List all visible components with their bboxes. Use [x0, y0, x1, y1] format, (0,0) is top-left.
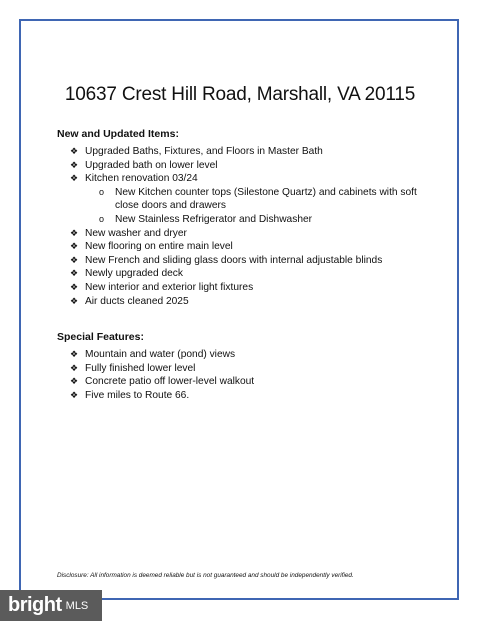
sub-list-item: o New Stainless Refrigerator and Dishwasher — [99, 213, 313, 225]
circle-bullet-icon: o — [99, 213, 105, 224]
list-item: ❖ Concrete patio off lower-level walkout — [70, 376, 255, 388]
section-heading-special-features: Special Features: — [57, 331, 144, 343]
circle-bullet-icon: o — [99, 186, 105, 197]
list-item: ❖ Air ducts cleaned 2025 — [70, 295, 189, 307]
new-updated-list — [70, 145, 430, 308]
kitchen-sub-list — [85, 186, 430, 227]
diamond-bullet-icon: ❖ — [70, 362, 79, 373]
disclaimer-text: Disclosure: All information is deemed reliable but is not guaranteed and should be independently verified. — [57, 572, 354, 579]
diamond-bullet-icon: ❖ — [70, 146, 79, 156]
list-item: ❖ Upgraded bath on lower level — [70, 159, 218, 171]
list-item: ❖ Fully finished lower level — [70, 362, 196, 374]
diamond-bullet-icon: ❖ — [70, 159, 79, 170]
document-title: 10637 Crest Hill Road, Marshall, VA 20115 — [64, 84, 416, 105]
diamond-bullet-icon: ❖ — [70, 349, 79, 359]
logo-wordmark: bright — [8, 594, 62, 616]
list-item: ❖ Upgraded Baths, Fixtures, and Floors in Master Bath — [70, 146, 323, 157]
diamond-bullet-icon: ❖ — [70, 389, 79, 400]
list-item: ❖ New washer and dryer — [70, 227, 187, 239]
diamond-bullet-icon: ❖ — [70, 268, 79, 279]
diamond-bullet-icon: ❖ — [70, 241, 79, 252]
diamond-bullet-icon: ❖ — [70, 281, 79, 292]
diamond-bullet-icon: ❖ — [70, 254, 79, 265]
section-heading-new-updated: New and Updated Items: — [57, 128, 179, 140]
list-item: ❖ New interior and exterior light fixtures — [70, 281, 254, 293]
diamond-bullet-icon: ❖ — [70, 295, 79, 306]
logo-mls-text: MLS — [65, 599, 89, 612]
diamond-bullet-icon: ❖ — [70, 173, 79, 184]
list-item: ❖ Kitchen renovation 03/24 o New Kitchen counter tops (Silestone Quartz) and cabinets with soft close doors and drawers o New Stainless Refrigerator and Dishwasher — [70, 172, 430, 226]
list-item: ❖ New flooring on entire main level — [70, 241, 233, 253]
page-frame — [19, 19, 459, 600]
list-item: ❖ Newly upgraded deck — [70, 268, 183, 280]
list-item: ❖ Mountain and water (pond) views — [70, 349, 236, 360]
list-item: ❖ New French and sliding glass doors with internal adjustable blinds — [70, 254, 383, 266]
special-features-list — [70, 348, 430, 402]
diamond-bullet-icon: ❖ — [70, 227, 79, 238]
diamond-bullet-icon: ❖ — [70, 376, 79, 387]
sub-list-item: o New Kitchen counter tops (Silestone Quartz) and cabinets with soft close doors and drawers — [99, 186, 417, 212]
list-item: ❖ Five miles to Route 66. — [70, 389, 190, 401]
bright-mls-logo — [0, 590, 102, 621]
